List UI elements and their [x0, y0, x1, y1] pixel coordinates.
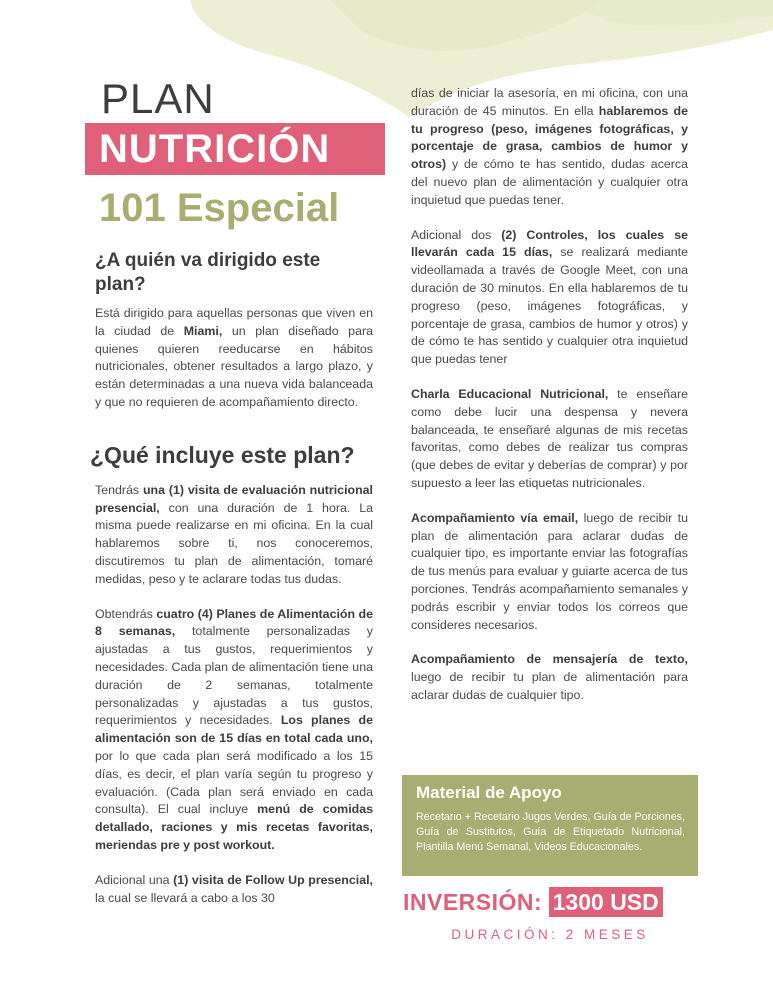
emphasis-text: (2) Controles, los cuales se llevarán cada 15 días, — [411, 227, 688, 260]
duration: DURACIÓN: 2 MESES — [451, 927, 649, 942]
title-101-especial: 101 Especial — [99, 186, 340, 230]
investment-price: 1300 USD — [549, 887, 663, 917]
right-column — [411, 85, 688, 705]
left-column — [90, 75, 373, 907]
support-material-title: Material de Apoyo — [416, 783, 562, 802]
investment — [403, 886, 663, 918]
heading-target-audience: ¿A quién va dirigido este plan? — [95, 250, 321, 295]
emphasis-text: una (1) visita de evaluación nutricional presencial, — [95, 482, 373, 515]
paragraph-target-audience: Está dirigido para aquellas personas que viven en la ciudad de Miami, un plan diseñado para quienes quieren reeducarse en hábitos nutricionales, obtener resultados a largo plazo, y están determinadas a una nueva vida balanceada y que no requieren de acompañamiento directo. — [95, 306, 373, 409]
support-material-text: Recetario + Recetario Jugos Verdes, Guía de Porciones, Guía de Sustitutos, Guía de Etiquetado Nutricional, Plantilla Menú Semanal, Videos Educacionales. — [416, 811, 685, 853]
heading-plan-includes: ¿Qué incluye este plan? — [90, 441, 355, 468]
paragraph-controls: Adicional dos (2) Controles, los cuales se llevarán cada 15 días, se realizará mediante videollamada a través de Google Meet, con una duración de 30 minutos. En ella hablaremos de tu progreso (peso, imágenes fotográficas, y porcentaje de grasa, cambios de humor y otros) y de cómo te has sentido y cualquier otra inquietud que puedas tener — [411, 227, 688, 367]
paragraph-evaluation-visit: Tendrás una (1) visita de evaluación nutricional presencial, con una duración de 1 hora. La misma puede realizarse en mi oficina. En la cual hablaremos sobre ti, nos conoceremos, discutiremos tu plan de alimentación, tomaré medidas, peso y te aclarare todas tus dudas. — [95, 482, 373, 586]
emphasis-text: hablaremos de tu progreso (peso, imágenes fotográficas, y porcentaje de grasa, cambios de humor y otros) — [411, 103, 688, 172]
emphasis-text: cuatro (4) Planes de Alimentación de 8 semanas, — [95, 606, 373, 639]
investment-label: INVERSIÓN: — [403, 889, 543, 915]
paragraph-educational-talk: Charla Educacional Nutricional, te enseñare como debe lucir una despensa y nevera balanceada, te enseñaré algunas de mis recetas favoritas, como debes de realizar tus compras (que debes de evitar y deberías de comprar) y por supuesto a leer las etiquetas nutricionales. — [411, 386, 689, 490]
emphasis-text: menú de comidas detallado, raciones y mis recetas favoritas, meriendas pre y post workout. — [95, 802, 373, 852]
support-material-box — [402, 775, 698, 876]
title-plan: PLAN — [101, 75, 215, 122]
emphasis-text: Acompañamiento de mensajería de texto, — [411, 652, 688, 667]
paragraph-follow-up: Adicional una (1) visita de Follow Up presencial, la cual se llevará a cabo a los 30 — [95, 872, 373, 905]
emphasis-text: (1) visita de Follow Up presencial, — [173, 872, 373, 887]
title-nutricion: NUTRICIÓN — [85, 123, 385, 175]
paragraph-meal-plans: Obtendrás cuatro (4) Planes de Alimentación de 8 semanas, totalmente personalizadas y ajustadas a tus gustos, requerimientos y necesidades. Cada plan de alimentación tiene una duración de 2 semanas, totalmente personalizadas y ajustadas a tus gustos, requerimientos y necesidades. Los planes de alimentación son de 15 días en total cada uno, por lo que cada plan será modificado a los 15 días, es decir, el plan varía según tu progreso y evaluación. (Cada plan será enviado en cada consulta). El cual incluye menú de comidas detallado, raciones y mis recetas favoritas, meriendas pre y post workout. — [95, 606, 373, 852]
emphasis-text: Miami, — [183, 323, 223, 338]
emphasis-text: Acompañamiento vía email, — [411, 510, 579, 525]
emphasis-text: Charla Educacional Nutricional, — [411, 386, 609, 401]
emphasis-text: Los planes de alimentación son de 15 días en total cada uno, — [95, 713, 373, 746]
paragraph-follow-up-continued: días de iniciar la asesoría, en mi oficina, con una duración de 45 minutos. En ella hablaremos de tu progreso (peso, imágenes fotográficas, y porcentaje de grasa, cambios de humor y otros) y de cómo te has sentido, dudas acerca del nuevo plan de alimentación y cualquier otra inquietud que puedas tener. — [411, 86, 688, 207]
paragraph-text-support: Acompañamiento de mensajería de texto, luego de recibir tu plan de alimentación para aclarar dudas de cualquier tipo. — [411, 652, 688, 702]
paragraph-email-support: Acompañamiento vía email, luego de recibir tu plan de alimentación para aclarar dudas de cualquier tipo, es importante enviar las fotografías de tus menús para evaluar y guiarte acerca de tus porciones. Tendrás acompañamiento semanales y podrás escribir y enviar todos los correos que consideres necesarios. — [411, 510, 688, 632]
